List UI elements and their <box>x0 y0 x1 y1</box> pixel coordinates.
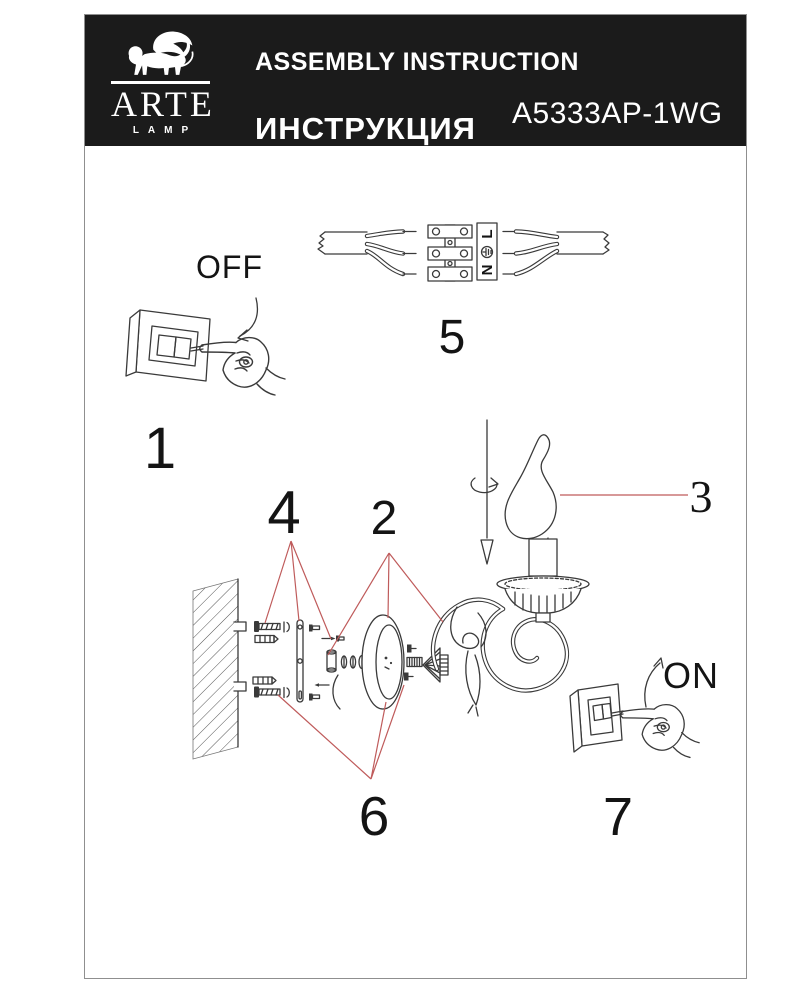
leader-lines-step4 <box>265 541 331 639</box>
pointing-hand-icon <box>621 705 699 758</box>
terminal-label-strip <box>477 223 497 280</box>
title-russian: ИНСТРУКЦИЯ <box>255 111 476 146</box>
screw-arrow-icon <box>315 683 330 686</box>
screw-icon <box>254 621 289 632</box>
neutral-terminal-label: N <box>479 264 496 276</box>
step-number-7: 7 <box>602 787 634 847</box>
drill-hole <box>234 622 246 631</box>
candle-cup <box>497 539 589 622</box>
right-cable <box>503 232 609 275</box>
on-label: ON <box>663 655 719 696</box>
arm-leaf-ornament <box>451 607 486 716</box>
model-number: A5333AP-1WG <box>512 97 723 130</box>
canopy <box>362 615 404 709</box>
brand-subname: LAMP <box>132 125 198 136</box>
wall-anchor-icon <box>255 636 278 643</box>
drill-hole <box>234 682 246 691</box>
screw-icon <box>254 687 289 698</box>
step-power-on-illustration <box>552 645 747 850</box>
step-number-2: 2 <box>370 492 398 545</box>
pointing-hand-icon <box>200 338 285 395</box>
wall-anchor-icon <box>253 677 276 684</box>
brand-name: ARTE <box>111 84 215 124</box>
mounting-bracket <box>297 620 303 702</box>
step-number-6: 6 <box>358 785 390 847</box>
line-terminal-label: L <box>479 229 496 239</box>
step-number-3: 3 <box>689 471 713 522</box>
step-number-5: 5 <box>438 311 466 364</box>
curved-arrow-down-icon <box>238 298 257 341</box>
step-number-1: 1 <box>143 416 177 481</box>
title-english: ASSEMBLY INSTRUCTION <box>255 48 579 76</box>
earth-ground-icon <box>482 247 493 258</box>
light-switch-on-icon <box>570 684 623 752</box>
supply-wire <box>333 675 340 709</box>
curved-arrow-up-icon <box>645 658 663 707</box>
machine-screw-icon <box>309 625 320 632</box>
winged-lion-logo <box>115 29 209 81</box>
step-number-4: 4 <box>267 479 301 546</box>
terminal-block <box>428 225 472 281</box>
machine-screw-icon <box>407 645 416 653</box>
machine-screw-icon <box>309 694 320 701</box>
header-bar <box>85 15 746 146</box>
wall-section <box>193 579 246 759</box>
threaded-rod <box>407 658 422 667</box>
exploded-assembly-illustration <box>185 455 605 855</box>
left-cable <box>318 232 416 275</box>
step-power-off-illustration <box>110 240 305 485</box>
light-switch-off-icon <box>126 310 210 381</box>
machine-screw-icon <box>404 673 413 681</box>
screw-arrow-icon <box>322 636 344 642</box>
off-label: OFF <box>196 249 263 285</box>
step-wiring-illustration <box>305 208 635 368</box>
